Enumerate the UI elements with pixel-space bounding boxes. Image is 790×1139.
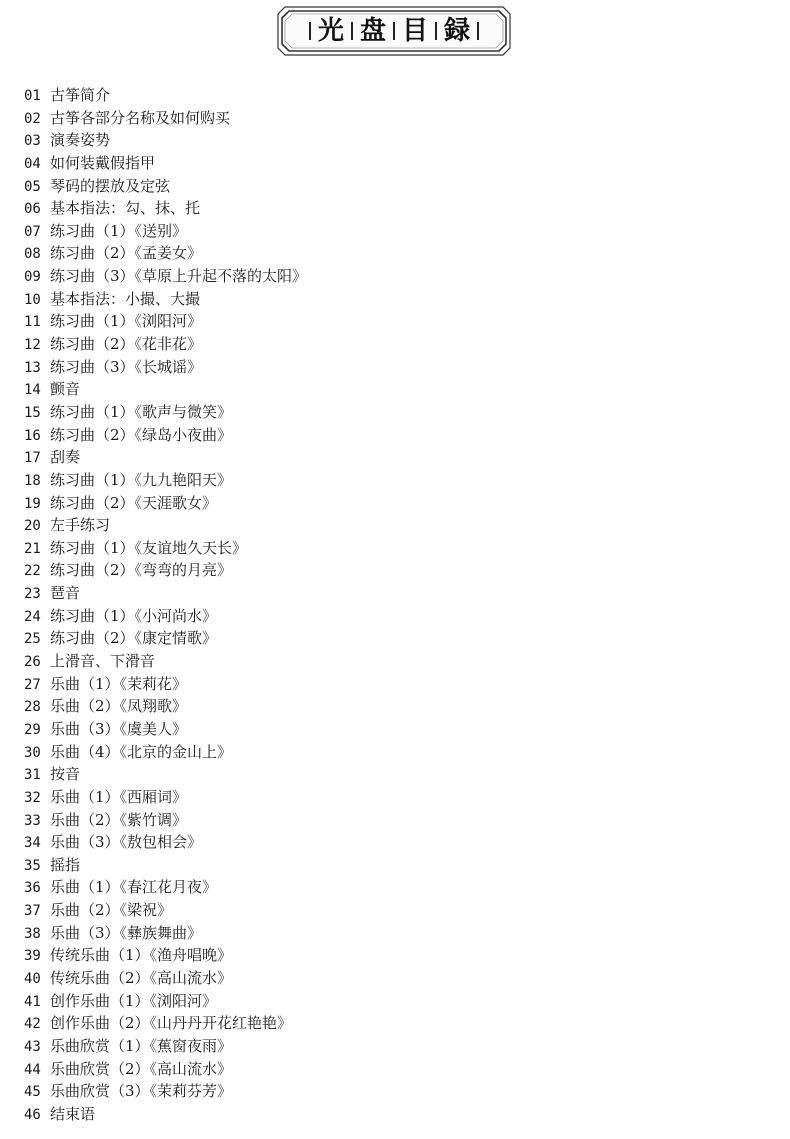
toc-item-title: 古筝简介 xyxy=(50,86,111,104)
toc-item-title: 练习曲（2）《康定情歌》 xyxy=(50,629,218,648)
toc-item[interactable] xyxy=(24,582,307,605)
toc-item-title: 基本指法：勾、抹、托 xyxy=(50,199,201,218)
toc-item-number: 01 xyxy=(24,88,41,104)
toc-item-number: 40 xyxy=(24,970,41,987)
toc-item-number: 37 xyxy=(24,903,41,920)
toc-item-title: 乐曲欣赏（3）《茉莉芬芳》 xyxy=(50,1082,233,1101)
title-char: 目 xyxy=(402,16,429,46)
toc-item[interactable] xyxy=(24,967,307,990)
toc-item-title: 练习曲（3）《长城谣》 xyxy=(50,357,203,376)
title-char: 盘 xyxy=(359,16,386,46)
toc-item-number: 46 xyxy=(24,1106,41,1123)
toc-item[interactable] xyxy=(24,718,307,741)
toc-item-number: 26 xyxy=(24,654,41,671)
toc-item-title: 摇指 xyxy=(50,855,81,874)
toc-item-number: 29 xyxy=(24,721,41,738)
toc-item[interactable] xyxy=(24,424,307,447)
toc-item[interactable] xyxy=(24,220,307,243)
toc-item[interactable] xyxy=(24,1080,307,1103)
toc-item[interactable] xyxy=(24,1103,307,1126)
toc-item-title: 刮奏 xyxy=(50,448,81,467)
title-divider xyxy=(351,22,353,40)
toc-item[interactable] xyxy=(24,1012,307,1035)
toc-item-number: 13 xyxy=(24,359,41,376)
toc-item-number: 32 xyxy=(24,789,41,806)
toc-item-number: 15 xyxy=(24,404,41,421)
toc-item-title: 练习曲（1）《小河尚水》 xyxy=(50,606,218,625)
toc-item[interactable] xyxy=(24,627,307,650)
toc-item-number: 39 xyxy=(24,948,41,965)
toc-item[interactable] xyxy=(24,175,307,198)
toc-item-number: 04 xyxy=(24,155,41,172)
title-char: 録 xyxy=(444,16,471,46)
toc-item-number: 27 xyxy=(24,676,41,693)
toc-item-number: 38 xyxy=(24,925,41,942)
toc-item-title: 琶音 xyxy=(50,584,81,603)
toc-item[interactable] xyxy=(24,831,307,854)
toc-item-title: 乐曲（3）《敖包相会》 xyxy=(50,833,203,852)
toc-item-title: 练习曲（1）《九九艳阳天》 xyxy=(50,470,233,489)
toc-item-title: 乐曲（4）《北京的金山上》 xyxy=(50,742,233,761)
toc-item-title: 乐曲（3）《虞美人》 xyxy=(50,719,188,738)
toc-item[interactable] xyxy=(24,741,307,764)
toc-item-title: 乐曲（2）《紫竹调》 xyxy=(50,810,188,829)
toc-item-title: 上滑音、下滑音 xyxy=(50,652,156,671)
toc-item-title: 乐曲欣赏（1）《蕉窗夜雨》 xyxy=(50,1036,233,1055)
toc-item[interactable] xyxy=(24,152,307,175)
toc-item[interactable] xyxy=(24,356,307,379)
toc-item-number: 20 xyxy=(24,518,41,535)
toc-item-title: 乐曲（2）《凤翔歌》 xyxy=(50,697,188,716)
toc-item[interactable] xyxy=(24,786,307,809)
toc-item-number: 43 xyxy=(24,1038,41,1055)
toc-item-number: 23 xyxy=(24,586,41,603)
toc-item[interactable] xyxy=(24,242,307,265)
title-char: 光 xyxy=(317,16,344,46)
toc-item-title: 基本指法：小撮、大撮 xyxy=(50,289,201,308)
toc-item-title: 乐曲（1）《茉莉花》 xyxy=(50,674,188,693)
toc-item-number: 21 xyxy=(24,540,41,557)
toc-item-number: 03 xyxy=(24,133,41,150)
toc-item[interactable] xyxy=(24,854,307,877)
toc-item[interactable] xyxy=(24,1058,307,1081)
toc-item[interactable] xyxy=(24,1035,307,1058)
toc-item-number: 22 xyxy=(24,563,41,580)
toc-item-title: 创作乐曲（2）《山丹丹开花红艳艳》 xyxy=(50,1014,293,1033)
toc-item-number: 09 xyxy=(24,269,41,286)
toc-item-number: 10 xyxy=(24,291,41,308)
toc-item-title: 创作乐曲（1）《浏阳河》 xyxy=(50,991,218,1010)
toc-item-title: 演奏姿势 xyxy=(50,131,111,150)
toc-item-number: 11 xyxy=(24,314,41,331)
toc-item[interactable] xyxy=(24,899,307,922)
toc-item[interactable] xyxy=(24,288,307,311)
toc-item[interactable] xyxy=(24,876,307,899)
toc-item[interactable] xyxy=(24,605,307,628)
toc-item-number: 36 xyxy=(24,880,41,897)
toc-item-number: 02 xyxy=(24,110,41,127)
toc-item[interactable] xyxy=(24,129,307,152)
toc-item[interactable] xyxy=(24,673,307,696)
toc-item-number: 35 xyxy=(24,857,41,874)
toc-item[interactable] xyxy=(24,310,307,333)
toc-item-title: 传统乐曲（1）《渔舟唱晚》 xyxy=(50,946,233,965)
toc-item-title: 左手练习 xyxy=(50,516,111,535)
toc-item-number: 24 xyxy=(24,608,41,625)
toc-item-number: 34 xyxy=(24,835,41,852)
toc-item[interactable] xyxy=(24,401,307,424)
toc-item-number: 41 xyxy=(24,993,41,1010)
toc-item-number: 18 xyxy=(24,472,41,489)
toc-item-title: 练习曲（1）《歌声与微笑》 xyxy=(50,402,233,421)
title-divider xyxy=(477,22,479,40)
toc-item-number: 31 xyxy=(24,767,41,784)
toc-item-title: 练习曲（2）《天涯歌女》 xyxy=(50,493,218,512)
toc-item-title: 练习曲（1）《送别》 xyxy=(50,221,188,240)
toc-item[interactable] xyxy=(24,559,307,582)
toc-item-title: 乐曲（1）《春江花月夜》 xyxy=(50,878,218,897)
toc-item-title: 练习曲（1）《浏阳河》 xyxy=(50,312,203,331)
toc-item-number: 05 xyxy=(24,178,41,195)
toc-item-title: 结束语 xyxy=(50,1104,96,1123)
toc-item[interactable] xyxy=(24,537,307,560)
toc-item[interactable] xyxy=(24,265,307,288)
toc-item[interactable] xyxy=(24,650,307,673)
toc-item-number: 14 xyxy=(24,382,41,399)
toc-item[interactable] xyxy=(24,922,307,945)
toc-item[interactable] xyxy=(24,84,307,107)
toc-item[interactable] xyxy=(24,809,307,832)
toc-item-title: 颤音 xyxy=(50,380,81,399)
toc-item-title: 乐曲欣赏（2）《高山流水》 xyxy=(50,1059,233,1078)
toc-item-title: 乐曲（2）《梁祝》 xyxy=(50,901,173,920)
toc-item-title: 练习曲（2）《绿岛小夜曲》 xyxy=(50,425,233,444)
toc-item[interactable] xyxy=(24,763,307,786)
page-title xyxy=(277,6,511,56)
toc-item-number: 33 xyxy=(24,812,41,829)
toc-item-number: 28 xyxy=(24,699,41,716)
toc-item-title: 练习曲（3）《草原上升起不落的太阳》 xyxy=(50,267,308,286)
toc-item-title: 如何装戴假指甲 xyxy=(50,153,156,172)
toc-item-title: 乐曲（3）《彝族舞曲》 xyxy=(50,923,203,942)
toc-item[interactable] xyxy=(24,695,307,718)
toc-item-number: 25 xyxy=(24,631,41,648)
toc-item-title: 按音 xyxy=(50,765,81,784)
toc-item-title: 练习曲（1）《友谊地久天长》 xyxy=(50,538,248,557)
toc-item[interactable] xyxy=(24,944,307,967)
toc-item[interactable] xyxy=(24,469,307,492)
toc-item-number: 19 xyxy=(24,495,41,512)
toc-item-number: 30 xyxy=(24,744,41,761)
toc-item-number: 12 xyxy=(24,337,41,354)
toc-item-number: 44 xyxy=(24,1061,41,1078)
toc-item-title: 练习曲（2）《孟姜女》 xyxy=(50,244,203,263)
toc-item-title: 传统乐曲（2）《高山流水》 xyxy=(50,968,233,987)
toc-item-number: 42 xyxy=(24,1016,41,1033)
toc-item-title: 古筝各部分名称及如何购买 xyxy=(50,108,231,127)
toc-item[interactable] xyxy=(24,378,307,401)
toc-item[interactable] xyxy=(24,197,307,220)
toc-item-title: 琴码的摆放及定弦 xyxy=(50,176,171,195)
toc-item-title: 乐曲（1）《西厢词》 xyxy=(50,787,188,806)
toc-item[interactable] xyxy=(24,446,307,469)
toc-item[interactable] xyxy=(24,990,307,1013)
toc-item[interactable] xyxy=(24,107,307,130)
toc-item-number: 16 xyxy=(24,427,41,444)
toc-item-number: 45 xyxy=(24,1084,41,1101)
toc-item-number: 06 xyxy=(24,201,41,218)
toc-item-title: 练习曲（2）《花非花》 xyxy=(50,335,203,354)
title-divider xyxy=(435,22,437,40)
toc-item[interactable] xyxy=(24,492,307,515)
title-divider xyxy=(393,22,395,40)
toc-item[interactable] xyxy=(24,514,307,537)
title-divider xyxy=(309,22,311,40)
table-of-contents xyxy=(24,84,307,1125)
toc-item-number: 07 xyxy=(24,223,41,240)
toc-item-number: 08 xyxy=(24,246,41,263)
toc-item[interactable] xyxy=(24,333,307,356)
toc-item-number: 17 xyxy=(24,450,41,467)
toc-item-title: 练习曲（2）《弯弯的月亮》 xyxy=(50,561,233,580)
title-banner xyxy=(277,6,511,56)
